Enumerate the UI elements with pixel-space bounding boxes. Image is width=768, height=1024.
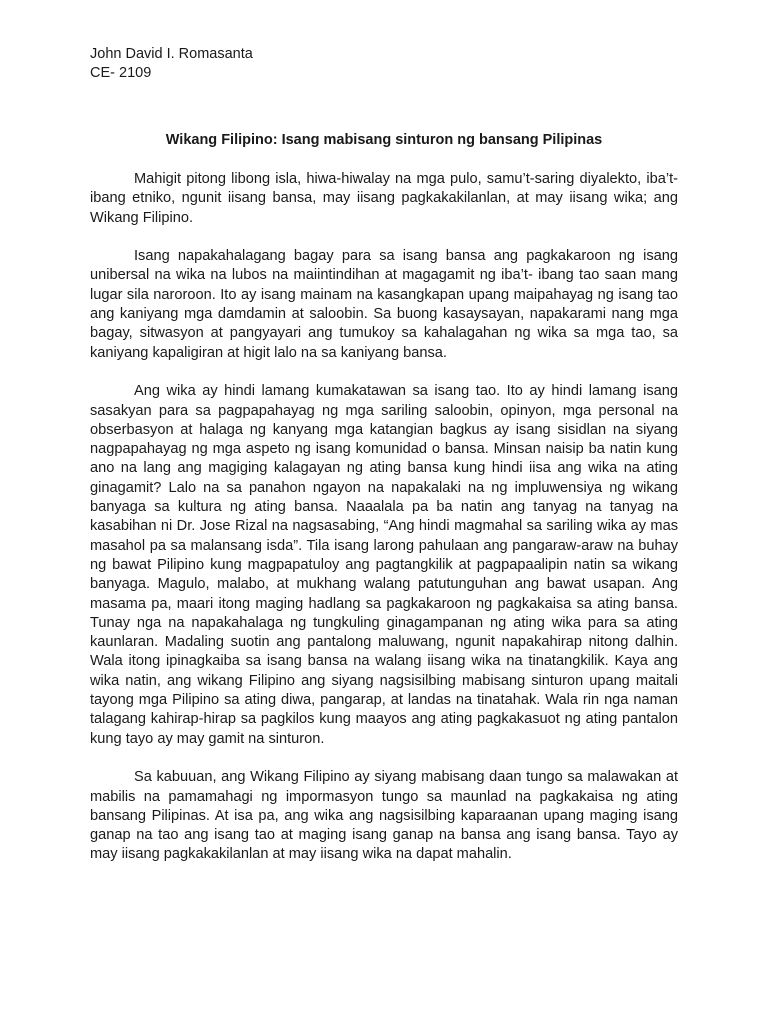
document-header xyxy=(90,45,253,83)
author-name: John David I. Romasanta xyxy=(90,46,253,62)
paragraph-2: Isang napakahalagang bagay para sa isang bansa ang pagkakaroon ng isang unibersal na wika na lubos na maiintindihan at magagamit ng iba’t- ibang tao saan mang lugar sila naroroon. Ito ay isang mainam na kasangkapan upang maipahayag ng isang tao ang kaniyang mga damdamin at saloobin. Sa buong kasaysayan, napakarami nang mga bagay, sitwasyon at pangyayari ang tumukoy sa kahalagahan ng wika sa mga tao, sa kaniyang kapaligiran at higit lalo na sa kaniyang bansa. xyxy=(90,248,678,361)
paragraph-1: Mahigit pitong libong isla, hiwa-hiwalay na mga pulo, samu’t-saring diyalekto, iba’t-ibang etniko, ngunit iisang bansa, may iisang pagkakakilanlan, at may iisang wika; ang Wikang Filipino. xyxy=(90,171,678,226)
essay-body xyxy=(90,170,678,884)
section-code: CE- 2109 xyxy=(90,65,152,81)
paragraph-4: Sa kabuuan, ang Wikang Filipino ay siyang mabisang daan tungo sa malawakan at mabilis na pamamahagi ng impormasyon tungo sa maunlad na pagkakaisa ng ating bansang Pilipinas. At isa pa, ang wika ang nagsisilbing kaparaanan upang maging isang ganap na tao ang isang tao at maging isang ganap na bansa ang isang bansa. Tayo ay may iisang pagkakakilanlan at may iisang wika na dapat mahalin. xyxy=(90,769,678,863)
paragraph-3: Ang wika ay hindi lamang kumakatawan sa isang tao. Ito ay hindi lamang isang sasakyan para sa pagpapahayag ng mga sariling saloobin, opinyon, mga personal na obserbasyon at halaga ng kanyang mga katangian bagkus ay isang sisidlan na siyang nagpapahayag ng mga aspeto ng isang komunidad o bansa. Minsan naisip ba natin kung ano na lang ang magiging kalagayan ng ating bansa kung hindi iisa ang wika na ating ginagamit? Lalo na sa panahon ngayon na napakalaki na ng impluwensiya ng wikang banyaga sa kultura ng ating bansa. Naaalala pa ba natin ang tanyag na tanyag na kasabihan ni Dr. Jose Rizal na nagsasabing, “Ang hindi magmahal sa sariling wika ay mas masahol pa sa malansang isda”. Tila isang larong pahulaan ang pangaraw-araw na buhay ng bawat Pilipino kung magpapatuloy ang pagtangkilik at pagpapaalipin natin sa wikang banyaga. Magulo, malabo, at mukhang walang patutunguhan ang bawat usapan. Ang masama pa, maari itong maging hadlang sa pagkakaroon ng pagkakaisa sa ating bansa. Tunay nga na napakahalaga ng tungkuling ginagampanan ng ating wika para sa ating kaunlaran. Madaling suotin ang pantalong maluwang, ngunit napakahirap nitong dalhin. Wala itong ipinagkaiba sa isang bansa na walang iisang wika na tinatangkilik. Kaya ang wika natin, ang wikang Filipino ang siyang nagsisilbing mabisang sinturon upang maitali tayong mga Pilipino sa ating diwa, pangarap, at landas na tinatahak. Wala rin nga naman talagang kahirap-hirap sa pagkilos kung maayos ang ating pagkakasuot ng ating pantalon kung tayo ay may gamit na sinturon. xyxy=(90,383,678,747)
essay-title: Wikang Filipino: Isang mabisang sinturon ng bansang Pilipinas xyxy=(165,132,603,148)
